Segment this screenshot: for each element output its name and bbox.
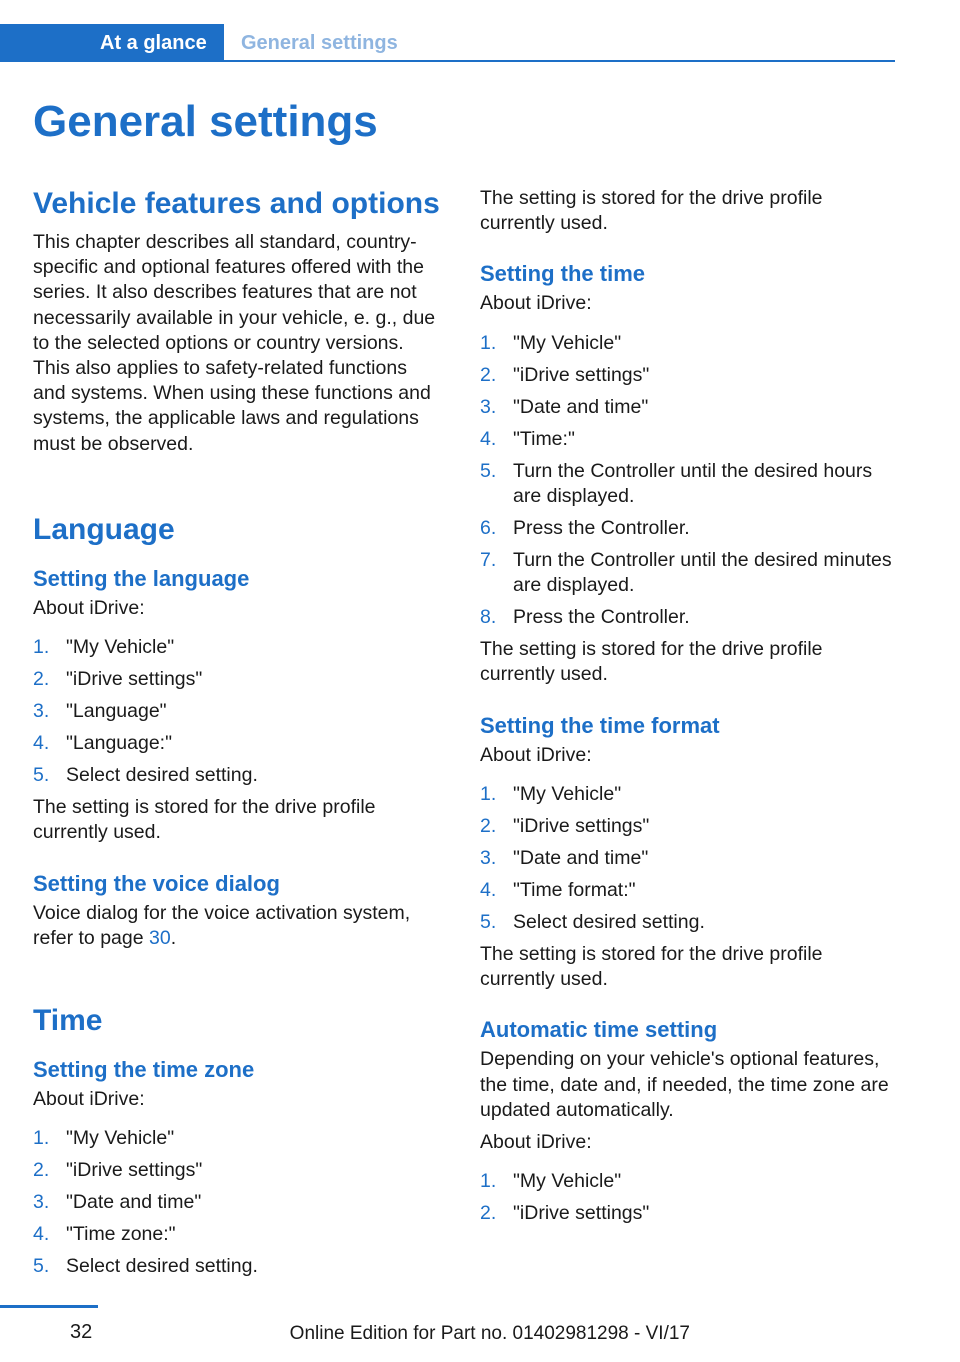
step-number: 7.: [480, 548, 497, 571]
step-text: "My Vehicle": [66, 636, 175, 659]
voice-dialog-paragraph: Voice dialog for the voice activation system, refer to page 30.: [33, 901, 411, 949]
step-number: 1.: [33, 636, 50, 659]
step-number: 1.: [33, 1127, 50, 1150]
step-text: Press the Controller.: [513, 606, 690, 629]
list-item: [480, 605, 900, 630]
step-number: 5.: [480, 459, 497, 482]
step-text: "My Vehicle": [513, 1170, 622, 1193]
time-zone-heading: Setting the time zone: [33, 1057, 255, 1083]
step-number: 6.: [480, 516, 497, 539]
footer-rule: [0, 1305, 98, 1308]
step-number: 5.: [33, 764, 50, 787]
step-text: "iDrive settings": [513, 1202, 650, 1225]
step-text: "My Vehicle": [513, 782, 622, 805]
list-item: [480, 1169, 900, 1194]
list-item: [480, 459, 900, 509]
list-item: [33, 1254, 443, 1279]
step-text: "Time zone:": [66, 1223, 176, 1246]
list-item: [480, 331, 900, 356]
step-text: "Time:": [513, 427, 575, 450]
time-zone-steps: [33, 1126, 443, 1279]
step-number: 3.: [33, 700, 50, 723]
step-text: Turn the Controller until the desired minutes are displayed.: [513, 548, 892, 597]
time-format-steps: [480, 782, 900, 935]
step-number: 8.: [480, 606, 497, 629]
list-item: [33, 1222, 443, 1247]
step-text: "Time format:": [513, 878, 636, 901]
step-text: "Date and time": [513, 846, 649, 869]
stored-note: The setting is stored for the drive profile currently used.: [33, 796, 376, 844]
page-title: General settings: [33, 97, 378, 146]
step-number: 1.: [480, 1170, 497, 1193]
list-item: [33, 1126, 443, 1151]
stored-note: The setting is stored for the drive profile currently used.: [480, 943, 823, 991]
list-item: [33, 731, 443, 756]
page-number: 32: [70, 1321, 93, 1343]
list-item: [480, 910, 900, 935]
step-text: Select desired setting.: [66, 764, 258, 787]
step-number: 2.: [480, 363, 497, 386]
step-number: 4.: [33, 732, 50, 755]
list-item: [33, 763, 443, 788]
step-text: "iDrive settings": [66, 668, 203, 691]
stored-note: The setting is stored for the drive profile currently used.: [480, 187, 823, 235]
list-item: [480, 548, 900, 598]
list-item: [480, 846, 900, 871]
step-text: "My Vehicle": [66, 1127, 175, 1150]
time-heading: Time: [33, 1004, 103, 1038]
list-item: [33, 1190, 443, 1215]
tab-general-settings[interactable]: General settings: [241, 32, 398, 54]
list-item: [33, 667, 443, 692]
list-item: [480, 814, 900, 839]
list-item: [33, 635, 443, 660]
list-item: [33, 699, 443, 724]
step-number: 3.: [480, 846, 497, 869]
step-number: 5.: [33, 1255, 50, 1278]
language-steps: [33, 635, 443, 788]
header-rule: [224, 60, 895, 62]
time-steps: [480, 331, 900, 631]
list-item: [480, 782, 900, 807]
list-item: [33, 1158, 443, 1183]
automatic-time-heading: Automatic time setting: [480, 1017, 718, 1043]
left-column: [33, 186, 443, 1279]
step-number: 5.: [480, 910, 497, 933]
step-number: 2.: [480, 1202, 497, 1225]
setting-language-heading: Setting the language: [33, 565, 250, 591]
step-text: "Language": [66, 700, 167, 723]
right-column: [480, 186, 900, 1226]
step-text: "Date and time": [66, 1191, 202, 1214]
step-number: 4.: [480, 427, 497, 450]
about-idrive-label: About iDrive:: [33, 596, 145, 619]
list-item: [480, 878, 900, 903]
step-number: 3.: [480, 395, 497, 418]
about-idrive-label: About iDrive:: [480, 1131, 592, 1154]
step-number: 3.: [33, 1191, 50, 1214]
edition-note: Online Edition for Part no. 01402981298 - VI/17: [289, 1323, 690, 1344]
automatic-time-steps: [480, 1169, 900, 1226]
page-link-30[interactable]: 30: [149, 926, 171, 949]
setting-time-heading: Setting the time: [480, 261, 646, 287]
vehicle-features-paragraph: This chapter describes all standard, country-specific and optional features offered with the series. It also describes features that are not necessarily available in your vehicle, e. g., due to the selected options or country versions. This also applies to safety-related functions and systems. When using these functions and systems, the applicable laws and regulations must be observed.: [33, 231, 436, 455]
list-item: [480, 516, 900, 541]
step-text: "My Vehicle": [513, 331, 622, 354]
about-idrive-label: About iDrive:: [480, 743, 592, 766]
step-text: "iDrive settings": [66, 1159, 203, 1182]
step-text: Select desired setting.: [513, 910, 705, 933]
step-text: Press the Controller.: [513, 516, 690, 539]
step-number: 2.: [480, 814, 497, 837]
list-item: [480, 395, 900, 420]
language-heading: Language: [33, 512, 175, 546]
tab-at-a-glance[interactable]: At a glance: [0, 24, 224, 62]
voice-dialog-heading: Setting the voice dialog: [33, 870, 280, 896]
list-item: [480, 427, 900, 452]
step-number: 1.: [480, 331, 497, 354]
list-item: [480, 363, 900, 388]
step-text: "iDrive settings": [513, 814, 650, 837]
time-format-heading: Setting the time format: [480, 712, 720, 738]
step-number: 1.: [480, 782, 497, 805]
step-text: Turn the Controller until the desired hours are displayed.: [513, 459, 873, 507]
about-idrive-label: About iDrive:: [33, 1088, 145, 1111]
step-text: Select desired setting.: [66, 1255, 258, 1278]
step-number: 2.: [33, 668, 50, 691]
list-item: [480, 1201, 900, 1226]
step-text: "Date and time": [513, 395, 649, 418]
automatic-time-paragraph: Depending on your vehicle's optional features, the time, date and, if needed, the time zone are updated automatically.: [480, 1048, 889, 1121]
step-text: "Language:": [66, 732, 173, 755]
step-number: 4.: [480, 878, 497, 901]
step-number: 4.: [33, 1223, 50, 1246]
stored-note: The setting is stored for the drive profile currently used.: [480, 638, 823, 686]
about-idrive-label: About iDrive:: [480, 292, 592, 315]
step-number: 2.: [33, 1159, 50, 1182]
step-text: "iDrive settings": [513, 363, 650, 386]
page-header: [0, 24, 895, 62]
vehicle-features-heading: Vehicle features and options: [33, 187, 440, 220]
